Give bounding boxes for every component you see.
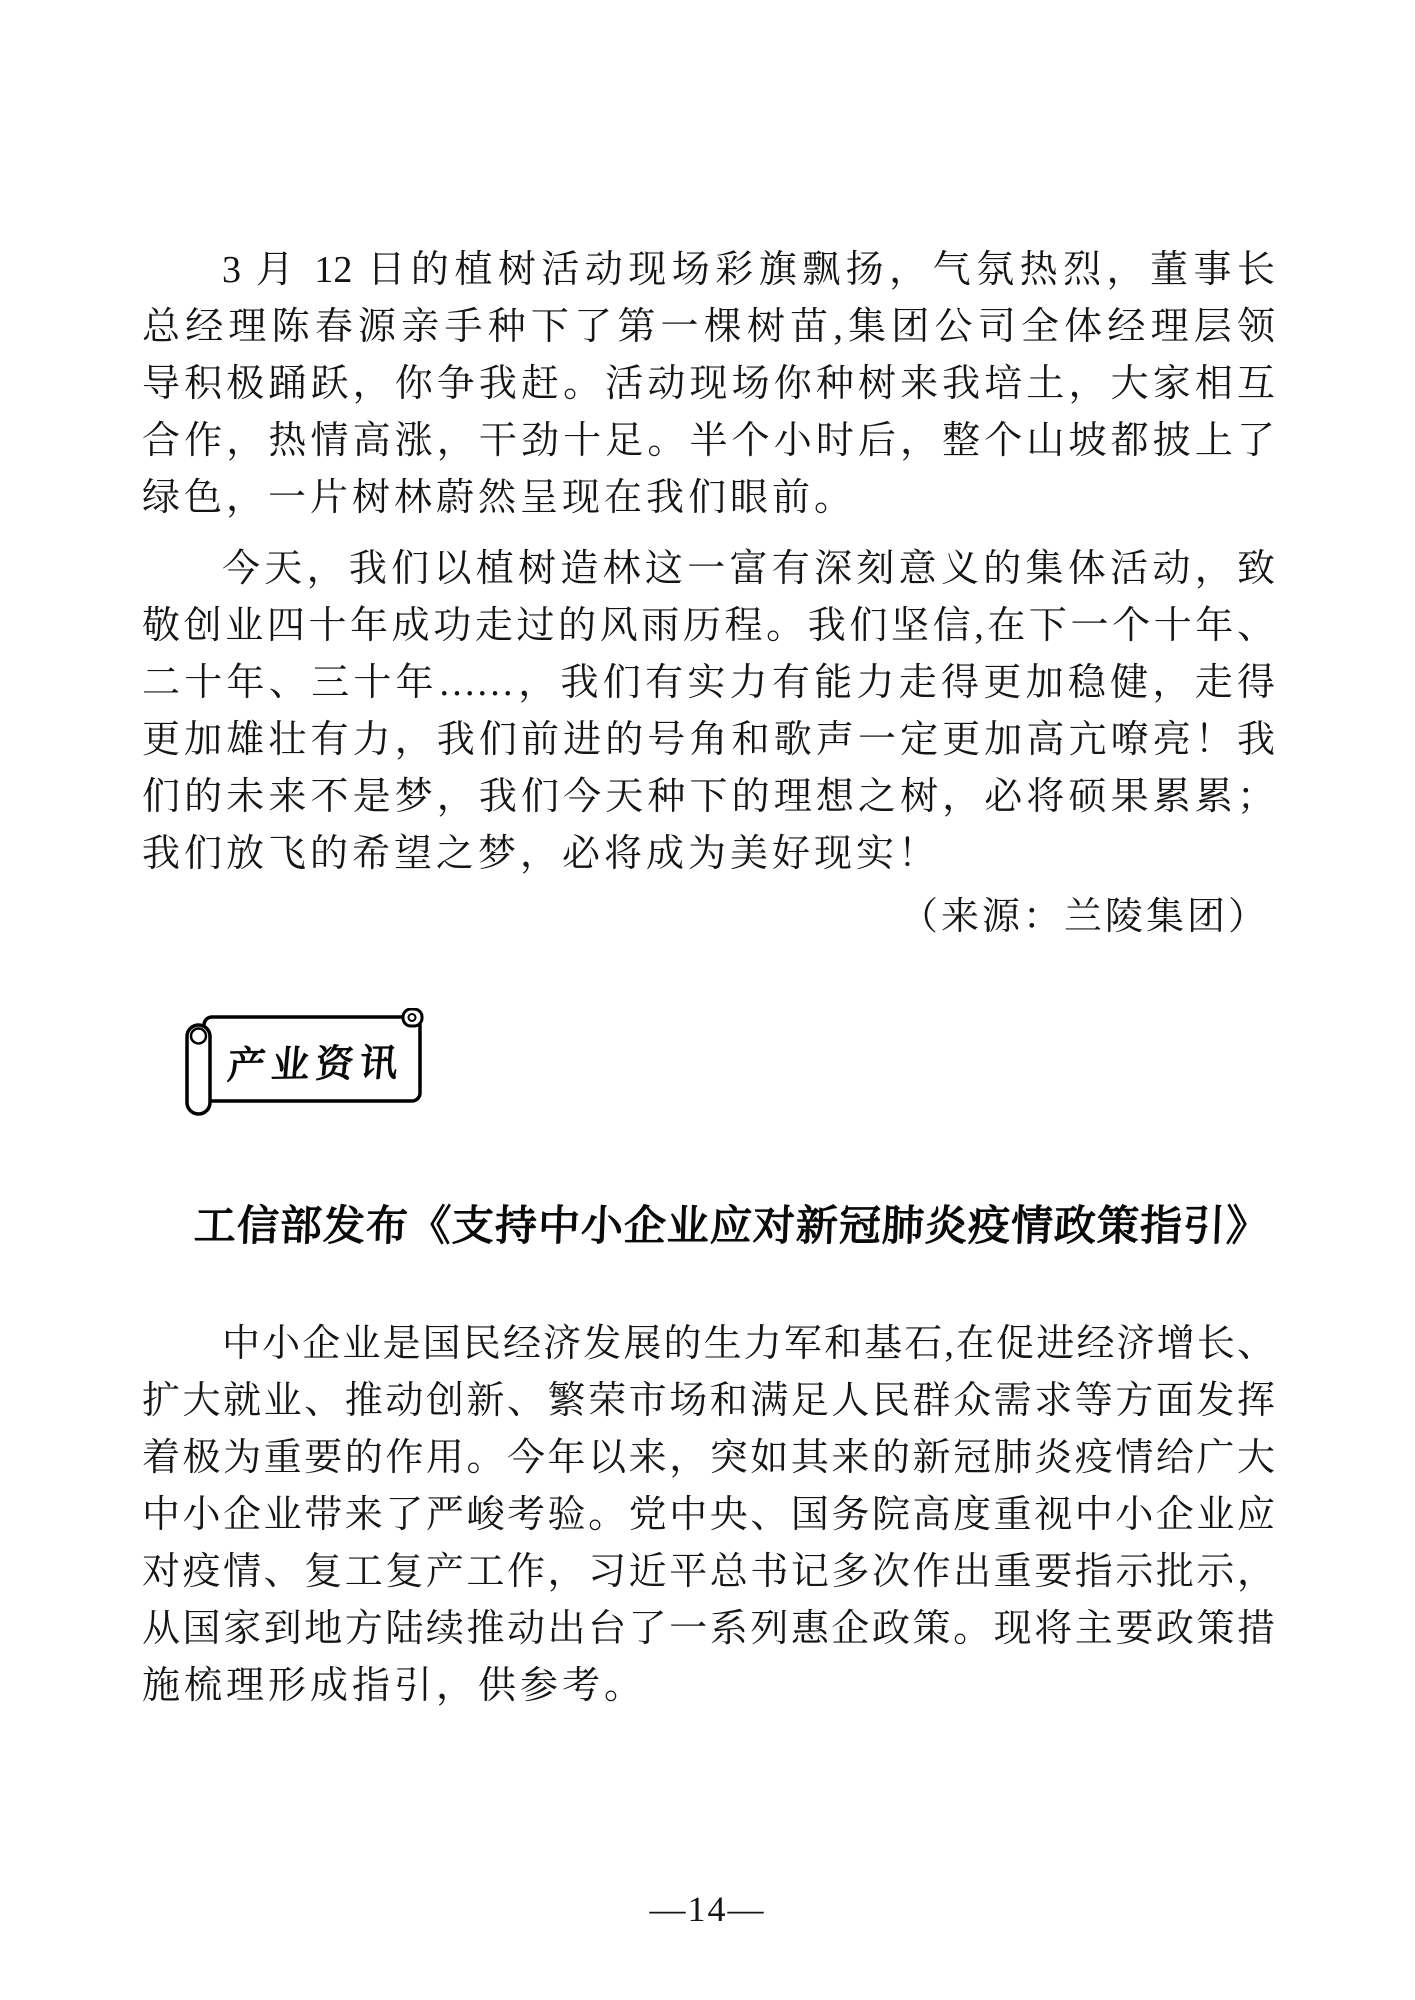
text-line: 扩大就业、推动创新、繁荣市场和满足人民群众需求等方面发挥 — [142, 1380, 1275, 1422]
source-attribution: （来源：兰陵集团） — [899, 896, 1269, 938]
text-line: 中小企业是国民经济发展的生力军和基石,在促进经济增长、 — [222, 1323, 1275, 1365]
text-line: 二十年、三十年……，我们有实力有能力走得更加稳健，走得 — [142, 662, 1275, 704]
page-content — [142, 0, 1275, 1715]
text-line: 3 月 12 日的植树活动现场彩旗飘扬，气氛热烈，董事长 — [222, 249, 1275, 291]
text-line: 着极为重要的作用。今年以来，突如其来的新冠肺炎疫情给广大 — [142, 1437, 1275, 1479]
text-line: 施梳理形成指引，供参考。 — [142, 1665, 647, 1707]
article-title: 工信部发布《支持中小企业应对新冠肺炎疫情政策指引》 — [193, 1204, 1270, 1250]
text-line: 更加雄壮有力，我们前进的号角和歌声一定更加高亢嘹亮！我 — [142, 719, 1275, 761]
text-line: 绿色，一片树林蔚然呈现在我们眼前。 — [142, 477, 857, 519]
text-line: 中小企业带来了严峻考验。党中央、国务院高度重视中小企业应 — [142, 1494, 1275, 1536]
section-banner-scroll — [184, 1008, 424, 1116]
paragraph-sme-policy — [142, 1316, 1275, 1715]
text-line: 合作，热情高涨，干劲十足。半个小时后，整个山坡都披上了 — [142, 420, 1275, 462]
text-line: 们的未来不是梦，我们今天种下的理想之树，必将硕果累累； — [142, 776, 1275, 818]
section-banner-label: 产业资讯 — [225, 1041, 406, 1088]
paragraph-forty-years — [142, 541, 1275, 883]
text-line: 导积极踊跃，你争我赶。活动现场你种树来我培土，大家相互 — [142, 363, 1275, 405]
page-number: —14— — [649, 1889, 766, 1929]
text-line: 今天，我们以植树造林这一富有深刻意义的集体活动，致 — [222, 548, 1275, 590]
text-line: 对疫情、复工复产工作，习近平总书记多次作出重要指示批示， — [142, 1551, 1275, 1593]
text-line: 敬创业四十年成功走过的风雨历程。我们坚信,在下一个十年、 — [142, 605, 1275, 647]
text-line: 从国家到地方陆续推动出台了一系列惠企政策。现将主要政策措 — [142, 1608, 1275, 1650]
text-line: 总经理陈春源亲手种下了第一棵树苗,集团公司全体经理层领 — [142, 306, 1275, 348]
paragraph-tree-planting — [142, 242, 1275, 527]
text-line: 我们放飞的希望之梦，必将成为美好现实！ — [142, 833, 941, 875]
